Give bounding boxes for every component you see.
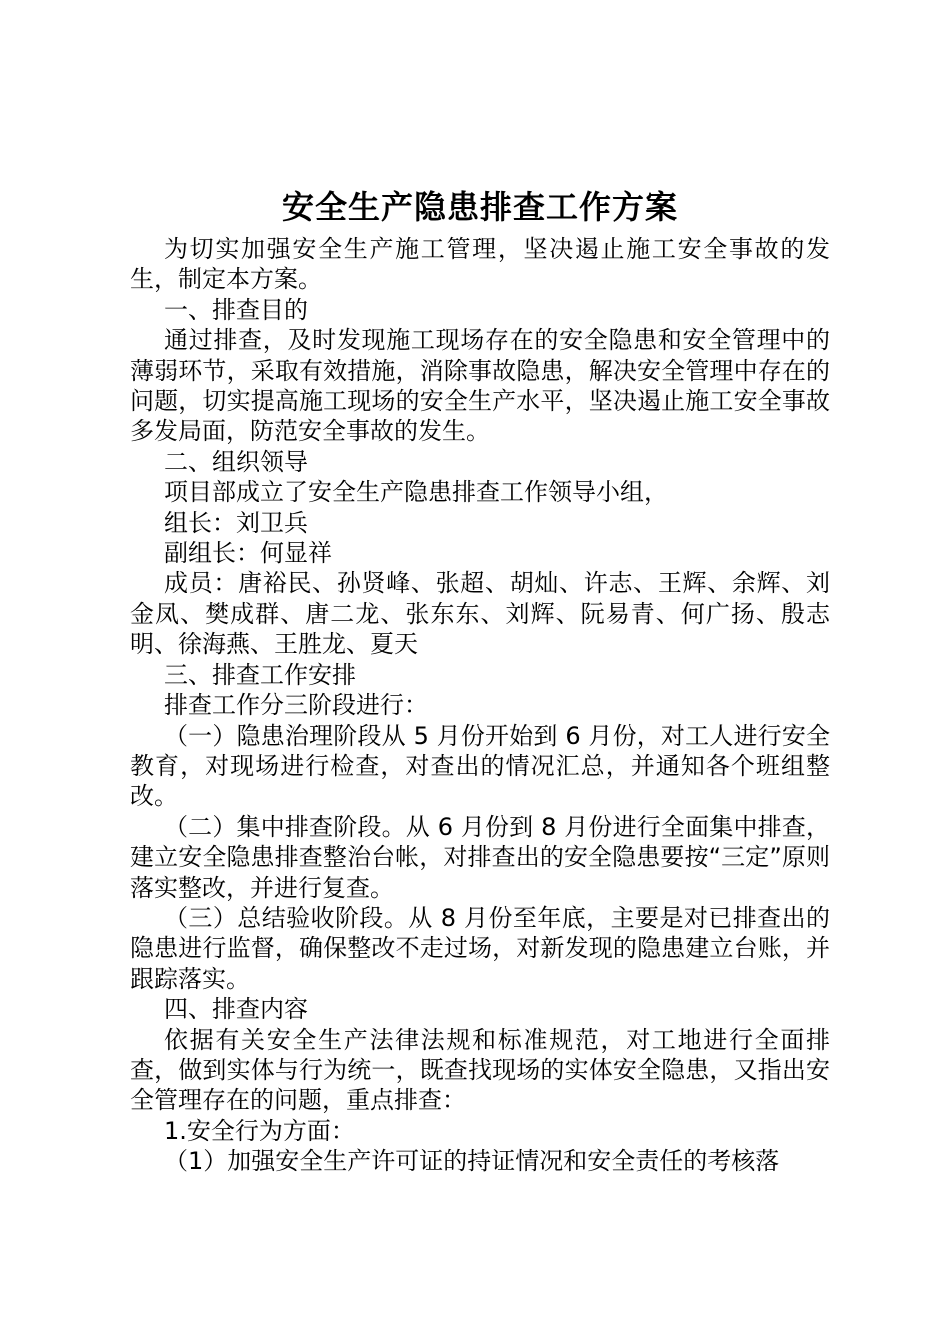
- document-title: 安全生产隐患排查工作方案: [281, 188, 678, 226]
- paragraph-phase-3: （三）总结验收阶段。从 8 月份至年底，主要是对已排查出的隐患进行监督，确保整改不走过场，对新发现的隐患建立台账，并跟踪落实。: [130, 903, 830, 993]
- heading-purpose: 一、排查目的: [164, 295, 308, 324]
- paragraph-team: 项目部成立了安全生产隐患排查工作领导小组，: [164, 478, 668, 507]
- paragraph-leader: 组长：刘卫兵: [164, 508, 308, 537]
- heading-content: 四、排查内容: [164, 995, 308, 1024]
- paragraph-phase-2: （二）集中排查阶段。从 6 月份到 8 月份进行全面集中排查，建立安全隐患排查整治台帐，对排查出的安全隐患要按“三定”原则落实整改，并进行复查。: [130, 812, 830, 902]
- paragraph-deputy-leader: 副组长：何显祥: [164, 539, 332, 568]
- paragraph-safety-behavior: 1.安全行为方面：: [164, 1116, 355, 1145]
- paragraph-intro: 为切实加强安全生产施工管理，坚决遏止施工安全事故的发生，制定本方案。: [130, 235, 830, 294]
- paragraph-item-1: （1）加强安全生产许可证的持证情况和安全责任的考核落: [164, 1147, 780, 1176]
- document-page: [130, 182, 830, 1177]
- paragraph-members: 成员：唐裕民、孙贤峰、张超、胡灿、许志、王辉、余辉、刘金凤、樊成群、唐二龙、张东东、刘辉、阮易青、何广扬、殷志明、徐海燕、王胜龙、夏天: [130, 569, 830, 659]
- paragraph-phases-intro: 排查工作分三阶段进行：: [164, 691, 428, 720]
- paragraph-phase-1: （一）隐患治理阶段从 5 月份开始到 6 月份，对工人进行安全教育，对现场进行检查，对查出的情况汇总，并通知各个班组整改。: [130, 721, 830, 811]
- heading-organization: 二、组织领导: [164, 447, 308, 476]
- paragraph-purpose: 通过排查，及时发现施工现场存在的安全隐患和安全管理中的薄弱环节，采取有效措施，消除事故隐患，解决安全管理中存在的问题，切实提高施工现场的安全生产水平，坚决遏止施工安全事故多发局面，防范安全事故的发生。: [130, 326, 830, 446]
- paragraph-content: 依据有关安全生产法律法规和标准规范，对工地进行全面排查，做到实体与行为统一，既查找现场的实体安全隐患，又指出安全管理存在的问题，重点排查：: [130, 1025, 830, 1115]
- heading-arrangement: 三、排查工作安排: [164, 660, 356, 689]
